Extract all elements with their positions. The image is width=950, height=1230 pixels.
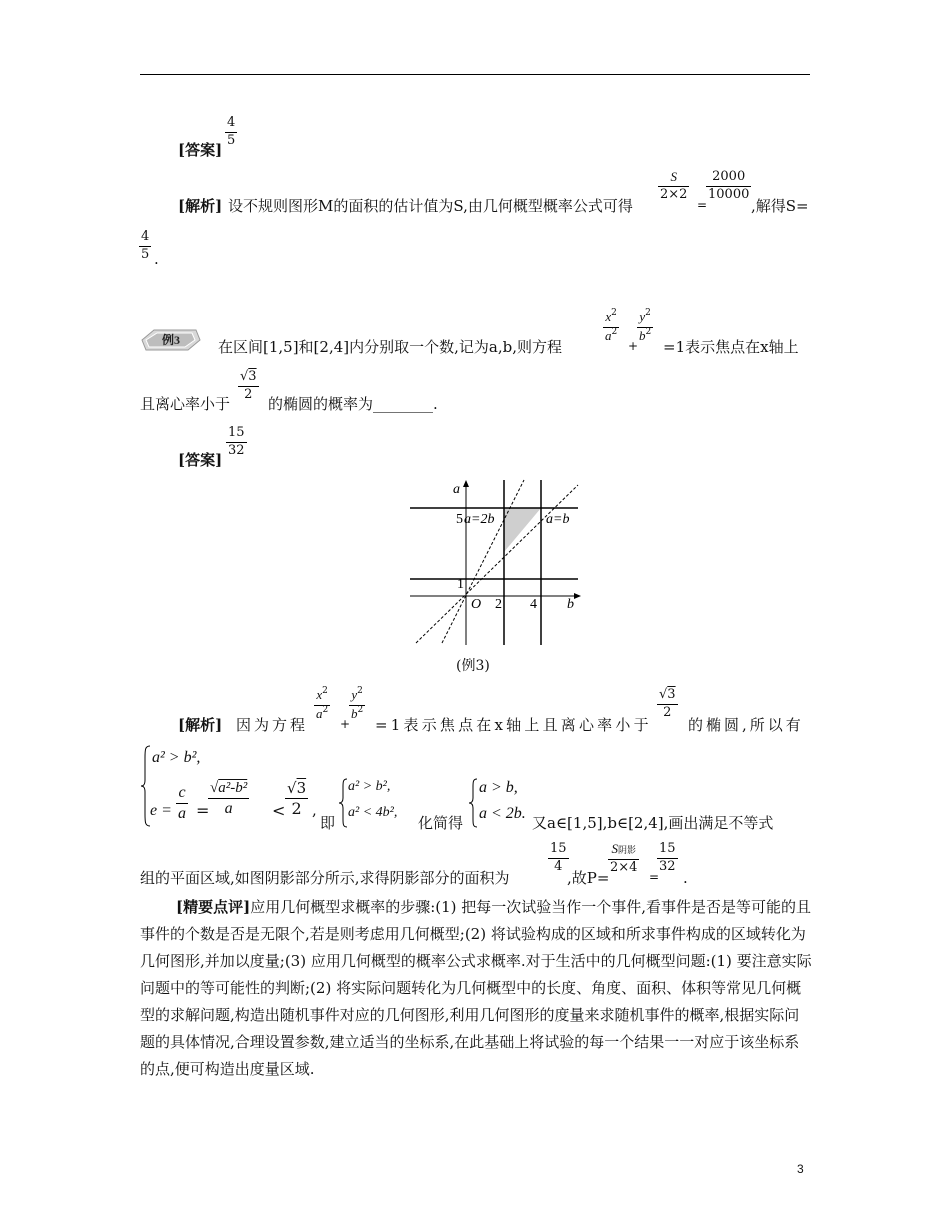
- tick-2: 2: [495, 597, 502, 612]
- line-a-2b: [442, 480, 524, 643]
- label-origin: O: [471, 597, 482, 612]
- axis-b-arrow: [574, 593, 581, 599]
- tick-1: 1: [457, 577, 464, 592]
- connective-ji: 即: [320, 814, 336, 832]
- analysis-text: =1表示焦点在x轴上且离心率小于: [375, 716, 652, 734]
- brace-system-2: [338, 778, 348, 828]
- answer-fraction: 15 32: [228, 425, 245, 458]
- connective-huajian: 化简得: [418, 814, 464, 832]
- brace-system-3: [468, 778, 478, 828]
- period: .: [683, 869, 688, 887]
- inequality-a2-gt-b2: a² > b²,: [348, 779, 391, 794]
- example-text: =1表示焦点在x轴上: [663, 338, 799, 356]
- fraction-x2-a2: $x^2$ $a^2$: [316, 686, 329, 721]
- less-than: <: [272, 801, 286, 820]
- example-badge: [140, 328, 202, 352]
- label-a-2b: a=2b: [464, 512, 495, 527]
- svg-text:例3: 例3: [161, 333, 181, 347]
- comment-label: [精要点评]: [176, 898, 251, 916]
- fraction-sqrt-a2-b2-over-a: √a²-b² a: [210, 780, 248, 818]
- fraction-2000-10000: 2000 10000: [708, 169, 750, 202]
- axis-a-arrow: [463, 480, 469, 487]
- analysis-text: 设不规则图形M的面积的估计值为S,由几何概型概率公式可得: [228, 197, 633, 215]
- example-text: 的椭圆的概率为________.: [268, 395, 438, 413]
- inequality-a2-lt-4b2: a² < 4b²,: [348, 805, 398, 820]
- equals-sign: =: [697, 198, 708, 212]
- eccentricity-label: e =: [150, 802, 172, 819]
- answer-label: [答案]: [178, 451, 223, 469]
- answer-fraction: 4 5: [227, 115, 236, 148]
- comma: ,: [312, 801, 317, 819]
- example-text: 且离心率小于: [140, 395, 231, 413]
- analysis-text: 组的平面区域,如图阴影部分所示,求得阴影部分的面积为: [140, 869, 510, 887]
- equals-sign: =: [649, 870, 660, 884]
- figure-caption: (例3): [456, 658, 490, 674]
- fraction-y2-b2: $y^2$ $b^2$: [639, 308, 652, 343]
- tick-4: 4: [530, 597, 537, 612]
- page-number: 3: [797, 1162, 804, 1176]
- fraction-sqrt3-over-2: √3 2: [287, 779, 307, 819]
- period: .: [154, 250, 159, 268]
- example-text: 在区间[1,5]和[2,4]内分别取一个数,记为a,b,则方程: [218, 338, 562, 356]
- shaded-region: [504, 508, 541, 552]
- equals-sign: =: [196, 801, 210, 820]
- label-axis-b: b: [567, 597, 574, 612]
- fraction-sqrt3-over-2: √3 2: [659, 687, 676, 720]
- inequality-a-lt-2b: a < 2b.: [479, 805, 526, 822]
- analysis-text: 因为方程: [236, 716, 309, 734]
- label-a-b: a=b: [546, 512, 570, 527]
- label-axis-a: a: [453, 482, 460, 497]
- fraction-s-over-area: S 2×2: [660, 169, 688, 202]
- fraction-x2-a2: $x^2$ $a^2$: [605, 308, 618, 343]
- analysis-text: ,解得S=: [751, 197, 809, 215]
- plus-sign: +: [628, 339, 639, 353]
- fraction-probability: S阴影 2×4: [610, 841, 638, 875]
- analysis-text: 又a∈[1,5],b∈[2,4],画出满足不等式: [532, 814, 774, 832]
- region-figure: [400, 475, 590, 650]
- tick-5: 5: [456, 512, 463, 527]
- comment-paragraph: [140, 894, 812, 1083]
- fraction-result: 4 5: [141, 229, 150, 262]
- header-rule: [140, 74, 810, 75]
- inequality-a2-gt-b2: a² > b²,: [152, 749, 201, 766]
- answer-label: [答案]: [178, 141, 223, 159]
- fraction-result: 15 32: [659, 841, 676, 874]
- fraction-sqrt3-over-2: √3 2: [240, 369, 257, 402]
- fraction-area: 15 4: [550, 841, 567, 874]
- fraction-y2-b2: $y^2$ $b^2$: [351, 686, 364, 721]
- analysis-text: 的椭圆,所以有: [688, 716, 804, 734]
- analysis-text: ,故P=: [567, 869, 610, 887]
- analysis-label: [解析]: [178, 197, 223, 215]
- plus-sign: +: [340, 717, 351, 731]
- fraction-c-over-a: c a: [178, 784, 186, 823]
- comment-text: 应用几何概型求概率的步骤:(1) 把每一次试验当作一个事件,看事件是否是等可能的且事件的个数是否是无限个,若是则考虑用几何概型;(2) 将试验构成的区域和所求事件构成的区域转化为几何图形,并加以度量;(3) 应用几何概型的概率公式求概率.对于生活中的几何概型问题:(1) 要注意实际问题中的等可能性的判断;(2) 将实际问题转化为几何概型中的长度、角度、面积、体积等常见几何概型的求解问题,构造出随机事件对应的几何图形,利用几何图形的度量来求随机事件的概率,根据实际问题的具体情况,合理设置参数,建立适当的坐标系,在此基础上将试验的每一个结果一一对应于该坐标系的点,便可构造出度量区域.: [140, 898, 812, 1078]
- inequality-a-gt-b: a > b,: [479, 779, 518, 796]
- analysis-label: [解析]: [178, 716, 223, 734]
